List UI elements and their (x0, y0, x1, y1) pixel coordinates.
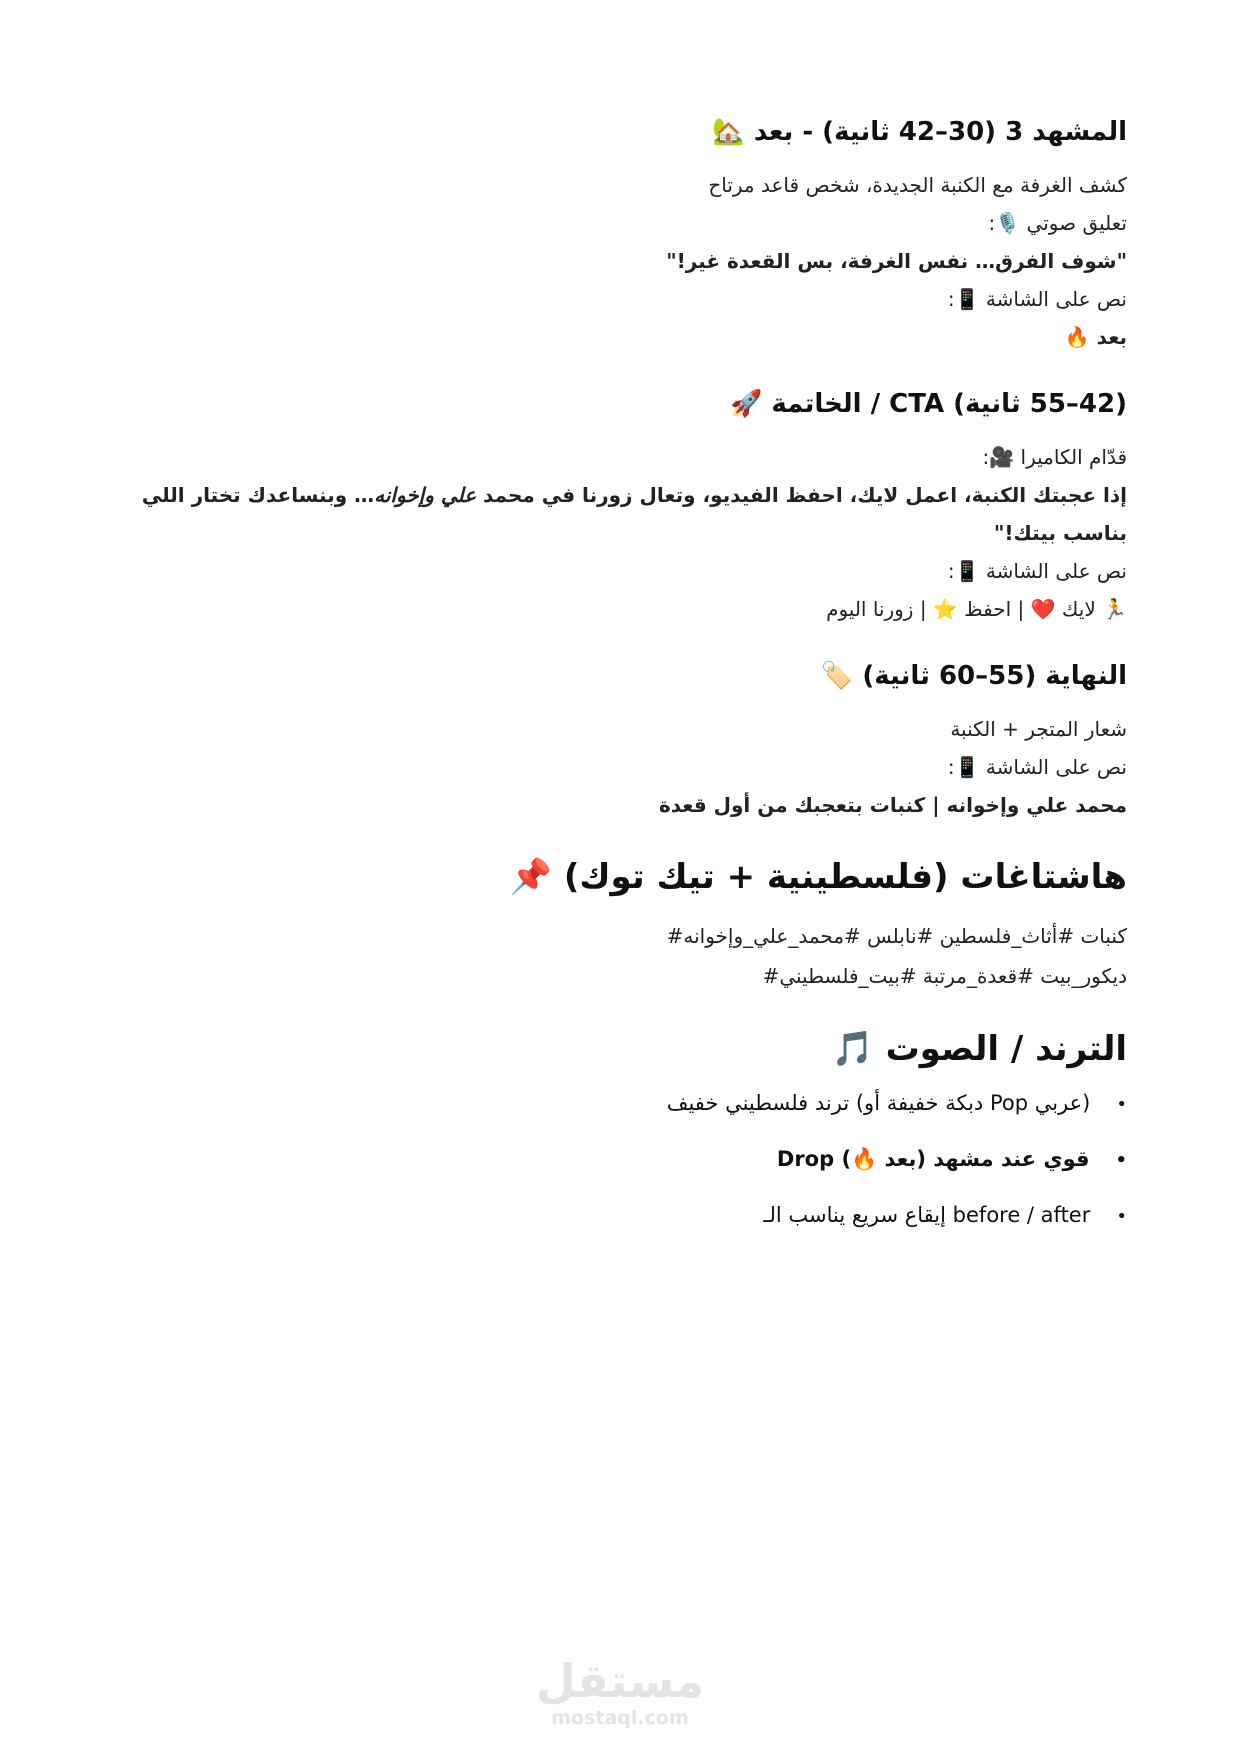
cta-screen-text: 🏃 لايك ❤️ | احفظ ⭐ | زورنا اليوم (826, 597, 1127, 621)
hashtags-line-1: كنبات #أثاث_فلسطين #نابلس #محمد_علي_وإخوانه# (666, 924, 1127, 948)
cta-camera-label: قدّام الكاميرا 🎥: (982, 445, 1127, 469)
cta-quote (130, 476, 1127, 552)
list-item (130, 1088, 1127, 1120)
document-content (130, 112, 1127, 1260)
bullet-icon: • (1116, 1094, 1127, 1115)
cta-heading: (42–55 ثانية) CTA / الخاتمة 🚀 (729, 389, 1127, 419)
ending-section (130, 656, 1127, 824)
hashtags-section (130, 852, 1127, 996)
ending-screen-text: محمد علي وإخوانه | كنبات بتعجبك من أول قعدة (658, 793, 1127, 817)
cta-quote-part1: إذا عجبتك الكنبة، اعمل لايك، احفظ الفيديو، وتعال زورنا في محمد (476, 483, 1127, 507)
ending-description: شعار المتجر + الكنبة (950, 717, 1127, 741)
cta-quote-part2: … وبنساعدك تختار اللي بناسب بيتك!" (141, 483, 1127, 545)
trend-item-2: قوي عند مشهد (بعد 🔥) Drop (776, 1147, 1090, 1171)
trend-section (130, 1024, 1127, 1232)
scene3-voice-text: "شوف الفرق… نفس الغرفة، بس القعدة غير!" (666, 249, 1127, 273)
ending-heading: النهاية (55–60 ثانية) 🏷️ (820, 661, 1127, 691)
hashtags-line-2: ديكور_بيت #قعدة_مرتبة #بيت_فلسطيني# (762, 964, 1127, 988)
watermark-url: mostaql.com (551, 1707, 689, 1729)
bullet-icon: • (1116, 1206, 1127, 1227)
scene3-voice-label: تعليق صوتي 🎙️: (988, 211, 1127, 235)
cta-screen-label: نص على الشاشة 📱: (947, 559, 1127, 583)
watermark-logo: مستقل (535, 1654, 705, 1708)
ending-screen-label: نص على الشاشة 📱: (947, 755, 1127, 779)
cta-quote-italic: علي وإخوانه (374, 483, 477, 507)
trend-heading: الترند / الصوت 🎵 (831, 1029, 1127, 1069)
trend-item-1: (عربي Pop دبكة خفيفة أو) ترند فلسطيني خفيف (666, 1091, 1091, 1115)
hashtags-heading: هاشتاغات (فلسطينية + تيك توك) 📌 (509, 857, 1127, 897)
trend-item-3: before / after إيقاع سريع يناسب الـ (763, 1203, 1091, 1227)
list-item (130, 1200, 1127, 1232)
bullet-icon: • (1115, 1150, 1127, 1171)
scene3-screen-label: نص على الشاشة 📱: (947, 287, 1127, 311)
scene3-description: كشف الغرفة مع الكنبة الجديدة، شخص قاعد مرتاح (708, 173, 1127, 197)
trend-list (130, 1088, 1127, 1232)
scene3-screen-text: بعد 🔥 (1064, 325, 1127, 349)
mostaql-watermark (520, 1655, 720, 1729)
scene3-section (130, 112, 1127, 356)
list-item (130, 1144, 1127, 1176)
cta-section (130, 384, 1127, 628)
scene3-heading: المشهد 3 (30–42 ثانية) - بعد 🏡 (712, 117, 1127, 147)
